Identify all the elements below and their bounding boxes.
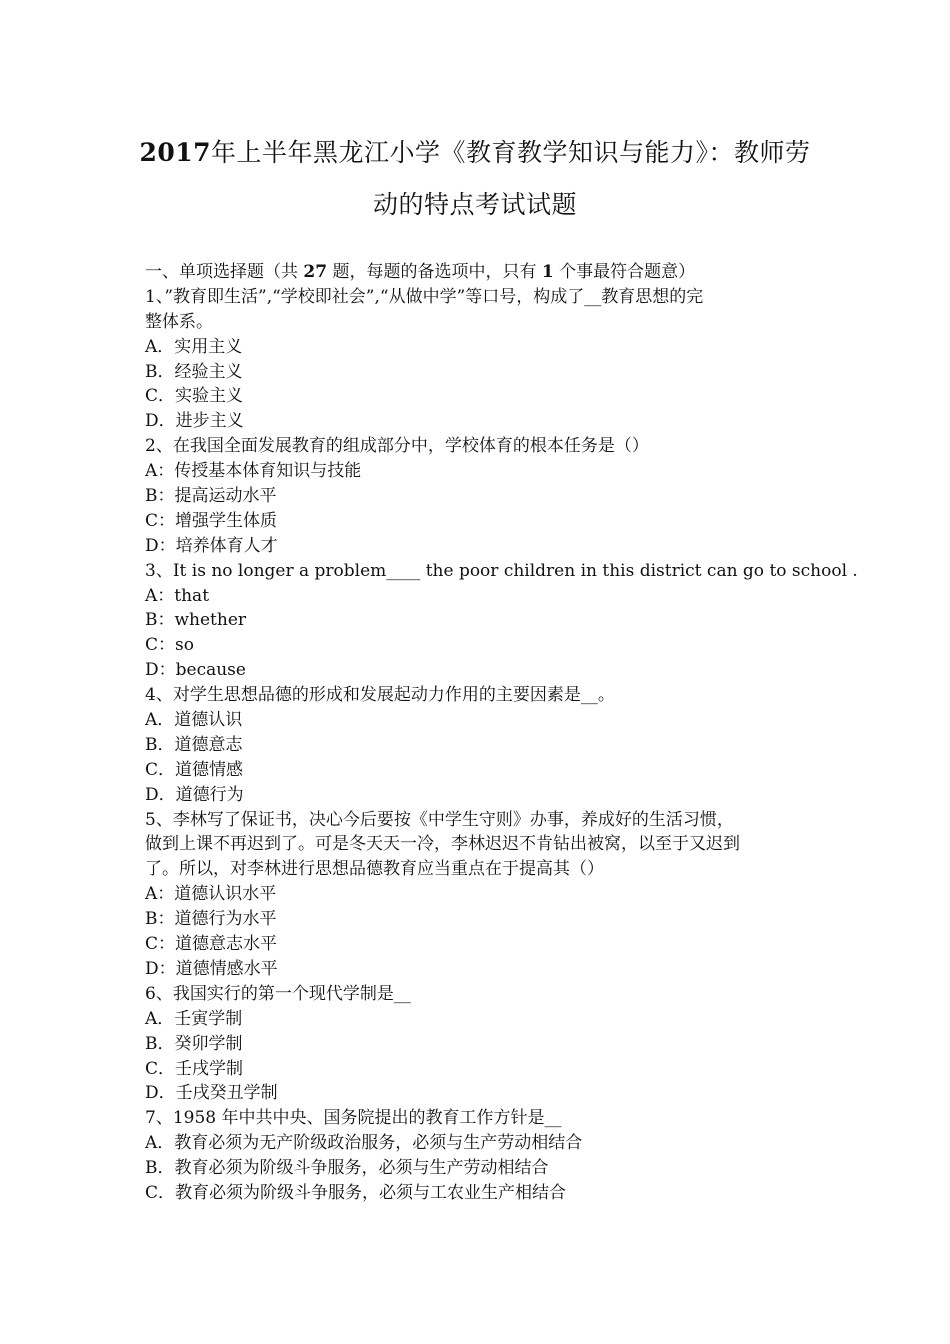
text-line: A：that (145, 585, 210, 606)
text-line: D．道德行为 (145, 784, 244, 805)
question-list (145, 260, 858, 1206)
text-line: B：道德行为水平 (145, 909, 277, 930)
text-line: C．教育必须为阶级斗争服务，必须与工农业生产相结合 (145, 1182, 567, 1203)
text-line: 2、在我国全面发展教育的组成部分中，学校体育的根本任务是（） (145, 436, 649, 457)
title-text: 年上半年黑龙江小学《教育教学知识与能力》：教师劳 (211, 138, 811, 167)
text-line: D：道德情感水平 (145, 958, 278, 979)
text-line: C．实验主义 (145, 386, 244, 407)
text-line: B：提高运动水平 (145, 486, 277, 507)
text-line: D．壬戌癸丑学制 (145, 1083, 278, 1104)
text-line: A：道德认识水平 (145, 884, 277, 905)
text-line: C：so (145, 635, 194, 656)
document-title-line-2: 动的特点考试试题 (372, 190, 577, 219)
title-year: 2017 (139, 138, 212, 167)
text-line: C：道德意志水平 (145, 934, 278, 955)
text-line: D：because (145, 660, 246, 681)
text-line: 了。所以，对李林进行思想品德教育应当重点在于提高其（） (145, 859, 604, 880)
section-heading-suffix: 个事最符合题意） (553, 262, 696, 282)
section-heading-prefix: 一、单项选择题（共 (145, 262, 304, 282)
text-line: A．教育必须为无产阶级政治服务，必须与生产劳动相结合 (145, 1133, 583, 1154)
section-heading-middle: 题，每题的备选项中，只有 (327, 262, 542, 282)
text-line: B．经验主义 (145, 361, 243, 382)
text-line: B：whether (145, 610, 247, 631)
text-line: A．道德认识 (145, 710, 243, 731)
text-line: D：培养体育人才 (145, 535, 278, 556)
text-line: C：增强学生体质 (145, 510, 278, 531)
text-line: 6、我国实行的第一个现代学制是__ (145, 983, 411, 1004)
answer-count: 1 (541, 262, 554, 282)
section-heading (145, 260, 810, 285)
text-line: D．进步主义 (145, 411, 244, 432)
text-line: A．实用主义 (145, 336, 243, 357)
text-line: 5、李林写了保证书，决心今后要按《中学生守则》办事，养成好的生活习惯， (145, 809, 734, 830)
question-count: 27 (303, 262, 328, 282)
text-line: 7、1958 年中共中央、国务院提出的教育工作方针是__ (145, 1108, 562, 1129)
text-line: A．壬寅学制 (145, 1008, 243, 1029)
text-line: A：传授基本体育知识与技能 (145, 461, 362, 482)
question-lines (145, 285, 858, 1206)
text-line: C．道德情感 (145, 759, 244, 780)
text-line: 做到上课不再迟到了。可是冬天天一冷，李林迟迟不肯钻出被窝，以至于又迟到 (145, 834, 740, 855)
text-line: B．癸卯学制 (145, 1033, 243, 1054)
text-line: B．教育必须为阶级斗争服务，必须与生产劳动相结合 (145, 1158, 549, 1179)
text-line: 3、It is no longer a problem____ the poor children in this district can go to school . (145, 560, 858, 581)
text-line: 整体系。 (145, 311, 213, 332)
document-title-line-1 (120, 133, 830, 169)
text-line: 4、对学生思想品德的形成和发展起动力作用的主要因素是__。 (145, 685, 615, 706)
text-line: B．道德意志 (145, 734, 243, 755)
text-line: 1、”教育即生活”,“学校即社会”,“从做中学”等口号，构成了__教育思想的完 (145, 286, 704, 307)
text-line: C．壬戌学制 (145, 1058, 244, 1079)
